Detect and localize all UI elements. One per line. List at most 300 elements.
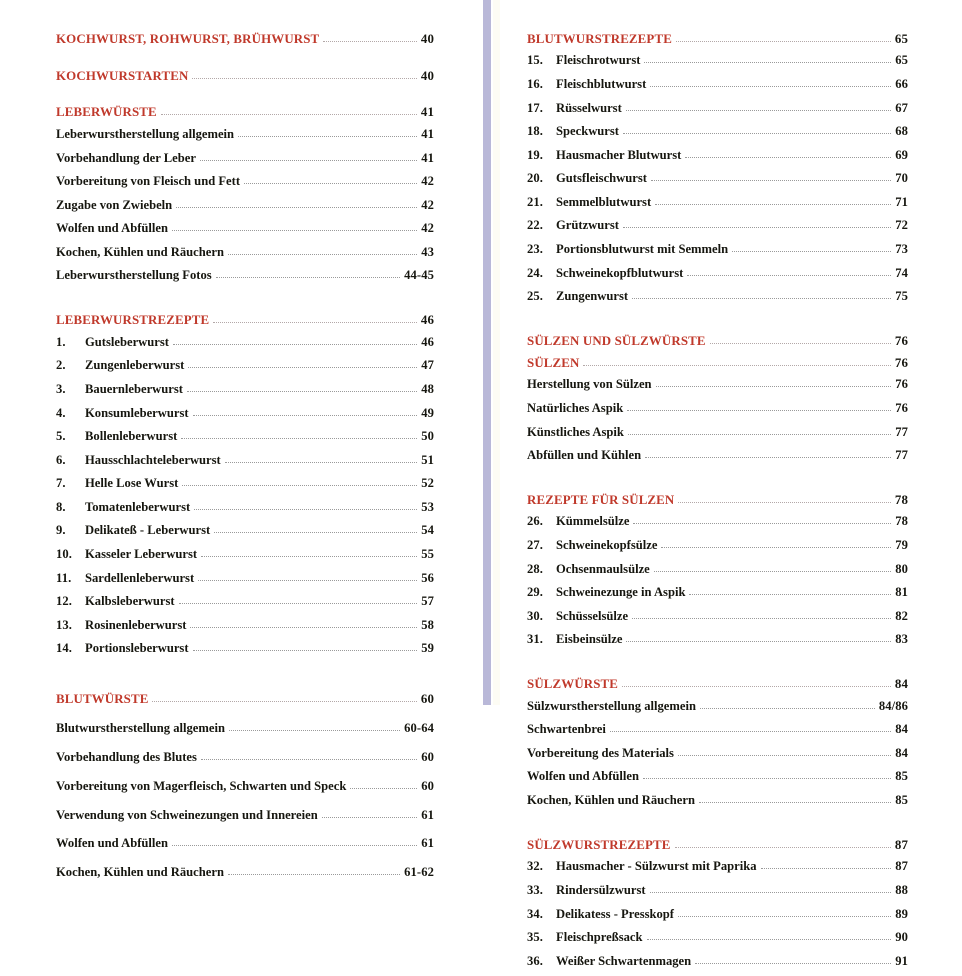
toc-entry-label: Herstellung von Sülzen (527, 377, 652, 392)
dotted-leader (213, 311, 417, 324)
toc-entry-number: 7. (56, 476, 66, 491)
toc-entry-label: Natürliches Aspik (527, 400, 624, 415)
dotted-leader (623, 123, 891, 136)
toc-entry-label: LEBERWÜRSTE (56, 105, 157, 120)
toc-entry-number: 18. (527, 124, 544, 139)
toc-page-number: 65 (895, 53, 908, 68)
toc-page-number: 40 (420, 31, 434, 46)
toc-entry-label: Delikateß - Leberwurst (85, 523, 211, 538)
toc-entry-label: Kalbsleberwurst (85, 594, 175, 609)
toc-page-number: 42 (421, 221, 434, 236)
toc-entry-label: Hausmacher Blutwurst (556, 147, 682, 162)
page-gutter-crease (493, 0, 500, 705)
dotted-leader (193, 404, 418, 417)
toc-entry-number: 32. (527, 859, 544, 874)
toc-entry-label: Kochen, Kühlen und Räuchern (56, 244, 224, 259)
toc-entry-gutsfleischwurst[interactable] (527, 170, 908, 185)
toc-entry-number: 13. (56, 617, 73, 632)
toc-entry-ruesselwurst[interactable] (527, 99, 908, 114)
toc-page-number: 44-45 (404, 268, 434, 283)
toc-page-number: 42 (421, 197, 434, 212)
toc-page-number: 61-62 (404, 865, 434, 880)
dotted-leader (633, 513, 891, 526)
dotted-leader (610, 721, 891, 734)
dotted-leader (238, 125, 417, 138)
toc-page-number: 40 (420, 68, 434, 83)
toc-entry-bauernleberwurst[interactable] (56, 380, 434, 395)
toc-page-number: 80 (895, 561, 908, 576)
toc-page-number: 88 (895, 882, 908, 897)
toc-entry-number: 36. (527, 953, 544, 968)
toc-entry-vorbereitung-von-magerfleisch-schwarten-und-speck[interactable] (56, 777, 434, 792)
toc-entry-kuemmelsuelze[interactable] (527, 513, 908, 528)
dotted-leader (193, 640, 418, 653)
toc-entry-number: 33. (527, 882, 544, 897)
toc-page-number: 52 (421, 476, 434, 491)
toc-entry-vorbehandlung-des-blutes[interactable] (56, 749, 434, 764)
toc-entry-rindersuelzwurst[interactable] (527, 881, 908, 896)
toc-entry-rosinenleberwurst[interactable] (56, 616, 434, 631)
toc-page-number: 85 (895, 769, 908, 784)
toc-page-number: 70 (895, 171, 908, 186)
dotted-leader (632, 607, 891, 620)
toc-entry-bollenleberwurst[interactable] (56, 428, 434, 443)
toc-entry-vorbereitung-von-fleisch-und-fett[interactable] (56, 173, 434, 188)
toc-entry-konsumleberwurst[interactable] (56, 404, 434, 419)
toc-page-number: 60 (420, 692, 434, 707)
dotted-leader (194, 498, 417, 511)
toc-entry-label: Künstliches Aspik (527, 424, 624, 439)
toc-page-number: 91 (895, 953, 908, 968)
page-gutter-band (483, 0, 491, 705)
toc-entry-number: 29. (527, 585, 544, 600)
toc-entry-label: Wolfen und Abfüllen (527, 769, 639, 784)
toc-page-number: 89 (895, 906, 908, 921)
toc-entry-label: SÜLZWURSTREZEPTE (527, 837, 671, 852)
toc-heading-suelzen-und-suelzwuerste[interactable] (527, 332, 908, 348)
toc-page-number: 69 (895, 147, 908, 162)
toc-page-number: 49 (421, 405, 434, 420)
dotted-leader (622, 675, 891, 688)
toc-entry-label: Rindersülzwurst (556, 882, 646, 897)
dotted-leader (322, 806, 417, 819)
dotted-leader (628, 423, 891, 436)
toc-entry-hausschlachteleberwurst[interactable] (56, 451, 434, 466)
toc-entry-label: SÜLZWÜRSTE (527, 677, 619, 692)
toc-entry-label: Wolfen und Abfüllen (56, 836, 168, 851)
toc-entry-number: 28. (527, 561, 544, 576)
toc-entry-hausmacher-suelzwurst-mit-paprika[interactable] (527, 858, 908, 873)
toc-entry-number: 35. (527, 930, 544, 945)
dotted-leader (675, 836, 891, 849)
toc-entry-number: 2. (56, 358, 66, 373)
dotted-leader (188, 357, 417, 370)
toc-entry-label: Tomatenleberwurst (85, 499, 191, 514)
dotted-leader (182, 475, 417, 488)
toc-entry-label: Abfüllen und Kühlen (527, 448, 642, 463)
toc-page-number: 43 (421, 244, 434, 259)
toc-entry-label: Leberwurstherstellung allgemein (56, 126, 235, 141)
toc-entry-label: Bauernleberwurst (85, 381, 183, 396)
toc-entry-label: Leberwurstherstellung Fotos (56, 268, 212, 283)
dotted-leader (198, 569, 417, 582)
toc-section (527, 675, 908, 806)
toc-page-number: 82 (895, 608, 908, 623)
toc-heading-kochwurst-rohwurst-bruehwurst[interactable] (56, 30, 434, 46)
dotted-leader (626, 99, 891, 112)
dotted-leader (678, 491, 891, 504)
toc-page-number: 78 (895, 514, 908, 529)
dotted-leader (172, 835, 417, 848)
toc-entry-number: 24. (527, 265, 544, 280)
toc-entry-tomatenleberwurst[interactable] (56, 498, 434, 513)
section-spacer (527, 470, 908, 491)
toc-page-number: 46 (421, 334, 434, 349)
toc-page-number: 77 (895, 424, 908, 439)
toc-entry-number: 31. (527, 632, 544, 647)
toc-entry-fleischpresssack[interactable] (527, 929, 908, 944)
dotted-leader (695, 952, 891, 965)
toc-entry-fleischblutwurst[interactable] (527, 75, 908, 90)
toc-entry-number: 9. (56, 523, 66, 538)
toc-entry-label: Ochsenmaulsülze (556, 561, 650, 576)
dotted-leader (173, 333, 417, 346)
toc-entry-herstellung-von-suelzen[interactable] (527, 376, 908, 391)
toc-entry-label: Hausschlachteleberwurst (85, 452, 221, 467)
toc-page-number: 76 (894, 355, 908, 370)
toc-entry-label: Verwendung von Schweinezungen und Innereien (56, 807, 318, 822)
toc-entry-number: 1. (56, 334, 66, 349)
toc-page-number: 78 (894, 492, 908, 507)
dotted-leader (710, 332, 891, 345)
toc-entry-verwendung-von-schweinezungen-und-innereien[interactable] (56, 806, 434, 821)
dotted-leader (190, 616, 417, 629)
toc-entry-label: Kümmelsülze (556, 514, 630, 529)
dotted-leader (643, 768, 891, 781)
toc-entry-fleischrotwurst[interactable] (527, 52, 908, 67)
toc-section (527, 332, 908, 462)
toc-entry-leberwurstherstellung-fotos[interactable] (56, 267, 434, 282)
dotted-leader (200, 149, 417, 162)
toc-heading-leberwurstrezepte[interactable] (56, 311, 434, 327)
toc-entry-label: Kasseler Leberwurst (85, 547, 198, 562)
dotted-leader (244, 173, 417, 186)
toc-page-number: 77 (895, 448, 908, 463)
toc-page-number: 74 (895, 265, 908, 280)
toc-entry-label: Helle Lose Wurst (85, 476, 179, 491)
dotted-leader (229, 720, 400, 733)
dotted-leader (632, 288, 891, 301)
toc-entry-label: Vorbereitung des Materials (527, 745, 674, 760)
dotted-leader (172, 220, 417, 233)
toc-entry-label: REZEPTE FÜR SÜLZEN (527, 492, 675, 507)
toc-entry-schuesselsuelze[interactable] (527, 607, 908, 622)
toc-entry-delikatess-leberwurst[interactable] (56, 522, 434, 537)
toc-section (56, 104, 434, 282)
toc-page-number: 73 (895, 242, 908, 257)
toc-entry-number: 11. (56, 570, 72, 585)
toc-entry-zungenwurst[interactable] (527, 288, 908, 303)
toc-page-number: 46 (420, 313, 434, 328)
toc-entry-label: BLUTWÜRSTE (56, 692, 149, 707)
toc-entry-number: 30. (527, 608, 544, 623)
toc-section (56, 311, 434, 655)
dotted-leader (685, 146, 891, 159)
toc-entry-label: Eisbeinsülze (556, 632, 623, 647)
toc-entry-natuerliches-aspik[interactable] (527, 399, 908, 414)
toc-entry-number: 4. (56, 405, 66, 420)
toc-page-number: 54 (421, 523, 434, 538)
toc-page-number: 67 (895, 100, 908, 115)
dotted-leader (176, 196, 417, 209)
dotted-leader (687, 264, 891, 277)
toc-page-number: 41 (421, 150, 434, 165)
toc-entry-zugabe-von-zwiebeln[interactable] (56, 196, 434, 211)
toc-heading-kochwurstarten[interactable] (56, 67, 434, 83)
toc-entry-label: Zugabe von Zwiebeln (56, 197, 173, 212)
toc-entry-wolfen-und-abfuellen[interactable] (56, 835, 434, 850)
toc-page-number: 41 (421, 126, 434, 141)
toc-heading-rezepte-fuer-suelzen[interactable] (527, 491, 908, 507)
toc-entry-number: 27. (527, 538, 544, 553)
toc-entry-label: Gutsleberwurst (85, 334, 169, 349)
dotted-leader (161, 104, 417, 117)
dotted-leader (181, 428, 417, 441)
toc-page-number: 41 (420, 105, 434, 120)
toc-page-number: 84 (895, 722, 908, 737)
toc-entry-schweinekopfsuelze[interactable] (527, 536, 908, 551)
section-spacer (56, 89, 434, 104)
toc-entry-number: 12. (56, 594, 73, 609)
toc-page-number: 84 (895, 745, 908, 760)
toc-entry-number: 10. (56, 547, 73, 562)
toc-page-number: 81 (895, 585, 908, 600)
toc-entry-kochen-kuehlen-und-raeuchern[interactable] (56, 243, 434, 258)
toc-entry-label: Semmelblutwurst (556, 194, 652, 209)
toc-entry-label: BLUTWURSTREZEPTE (527, 31, 672, 46)
toc-section (527, 30, 908, 303)
toc-entry-kalbsleberwurst[interactable] (56, 593, 434, 608)
toc-page-number: 71 (895, 194, 908, 209)
dotted-leader (187, 380, 417, 393)
toc-entry-label: SÜLZEN (527, 355, 580, 370)
toc-page-number: 79 (895, 538, 908, 553)
toc-entry-label: Rüsselwurst (556, 100, 622, 115)
toc-entry-number: 5. (56, 429, 66, 444)
toc-page-number: 50 (421, 429, 434, 444)
toc-entry-label: Zungenwurst (556, 289, 629, 304)
toc-entry-label: Fleischpreßsack (556, 930, 643, 945)
toc-entry-vorbereitung-des-materials[interactable] (527, 744, 908, 759)
toc-page-number: 76 (894, 334, 908, 349)
dotted-leader (201, 545, 417, 558)
toc-entry-label: Gutsfleischwurst (556, 171, 647, 186)
toc-entry-label: Sülzwurstherstellung allgemein (527, 698, 696, 713)
dotted-leader (627, 399, 891, 412)
toc-page-number: 90 (895, 930, 908, 945)
toc-heading-suelzwuerste[interactable] (527, 675, 908, 691)
toc-entry-label: Speckwurst (556, 124, 619, 139)
toc-entry-number: 34. (527, 906, 544, 921)
toc-entry-schweinekopfblutwurst[interactable] (527, 264, 908, 279)
toc-entry-number: 8. (56, 499, 66, 514)
toc-entry-blutwurstherstellung-allgemein[interactable] (56, 720, 434, 735)
toc-heading-leberwuerste[interactable] (56, 104, 434, 120)
toc-page-number: 59 (421, 641, 434, 656)
dotted-leader (661, 536, 891, 549)
dotted-leader (201, 749, 417, 762)
toc-entry-label: Schweinezunge in Aspik (556, 585, 686, 600)
toc-entry-hausmacher-blutwurst[interactable] (527, 146, 908, 161)
toc-column-left (56, 30, 434, 892)
toc-entry-schwartenbrei[interactable] (527, 721, 908, 736)
dotted-leader (650, 75, 891, 88)
toc-entry-number: 16. (527, 76, 544, 91)
dotted-leader (761, 858, 892, 871)
toc-entry-number: 26. (527, 514, 544, 529)
section-spacer (56, 52, 434, 67)
dotted-leader (192, 67, 416, 80)
toc-entry-label: Zungenleberwurst (85, 358, 185, 373)
toc-entry-kuenstliches-aspik[interactable] (527, 423, 908, 438)
toc-entry-wolfen-und-abfuellen[interactable] (527, 768, 908, 783)
toc-page-number: 75 (895, 289, 908, 304)
toc-entry-label: Fleischrotwurst (556, 53, 641, 68)
section-spacer (56, 290, 434, 311)
toc-entry-number: 15. (527, 53, 544, 68)
toc-entry-label: SÜLZEN UND SÜLZWÜRSTE (527, 334, 706, 349)
toc-entry-speckwurst[interactable] (527, 123, 908, 138)
dotted-leader (700, 697, 875, 710)
toc-entry-number: 22. (527, 218, 544, 233)
dotted-leader (179, 593, 418, 606)
toc-page-number: 60-64 (404, 721, 434, 736)
toc-entry-delikatess-presskopf[interactable] (527, 905, 908, 920)
toc-section (56, 30, 434, 46)
toc-page-number: 56 (421, 570, 434, 585)
toc-page-number: 76 (895, 400, 908, 415)
toc-heading-blutwuerste[interactable] (56, 690, 434, 706)
toc-entry-label: Hausmacher - Sülzwurst mit Paprika (556, 859, 757, 874)
toc-entry-kochen-kuehlen-und-raeuchern[interactable] (56, 864, 434, 879)
toc-entry-abfuellen-und-kuehlen[interactable] (527, 446, 908, 461)
toc-page-number: 60 (421, 750, 434, 765)
toc-entry-label: Rosinenleberwurst (85, 617, 187, 632)
toc-entry-number: 20. (527, 171, 544, 186)
toc-section (527, 491, 908, 646)
toc-entry-label: Vorbehandlung des Blutes (56, 750, 197, 765)
toc-entry-number: 14. (56, 641, 73, 656)
dotted-leader (152, 690, 416, 703)
toc-page-number: 42 (421, 174, 434, 189)
toc-entry-label: Konsumleberwurst (85, 405, 189, 420)
toc-entry-weisser-schwartenmagen[interactable] (527, 952, 908, 967)
toc-heading-blutwurstrezepte[interactable] (527, 30, 908, 46)
toc-entry-kasseler-leberwurst[interactable] (56, 545, 434, 560)
toc-page-number: 48 (421, 381, 434, 396)
toc-entry-number: 25. (527, 289, 544, 304)
toc-entry-schweinezunge-in-aspik[interactable] (527, 584, 908, 599)
toc-entry-eisbeinsuelze[interactable] (527, 631, 908, 646)
toc-entry-portionsblutwurst-mit-semmeln[interactable] (527, 240, 908, 255)
dotted-leader (676, 30, 891, 43)
toc-entry-number: 21. (527, 194, 544, 209)
toc-entry-wolfen-und-abfuellen[interactable] (56, 220, 434, 235)
dotted-leader (583, 354, 890, 367)
toc-entry-portionsleberwurst[interactable] (56, 640, 434, 655)
toc-page-number: 58 (421, 617, 434, 632)
toc-entry-label: Vorbereitung von Fleisch und Fett (56, 174, 241, 189)
toc-entry-kochen-kuehlen-und-raeuchern[interactable] (527, 791, 908, 806)
dotted-leader (655, 193, 891, 206)
dotted-leader (228, 243, 417, 256)
toc-entry-label: Kochen, Kühlen und Räuchern (56, 865, 224, 880)
toc-entry-leberwurstherstellung-allgemein[interactable] (56, 125, 434, 140)
dotted-leader (651, 170, 891, 183)
section-spacer (527, 815, 908, 836)
toc-entry-gruetzwurst[interactable] (527, 217, 908, 232)
dotted-leader (225, 451, 417, 464)
toc-entry-label: Fleischblutwurst (556, 76, 647, 91)
toc-page-number: 57 (421, 594, 434, 609)
toc-entry-helle-lose-wurst[interactable] (56, 475, 434, 490)
dotted-leader (699, 791, 891, 804)
toc-entry-ochsenmaulsuelze[interactable] (527, 560, 908, 575)
toc-heading-suelzwurstrezepte[interactable] (527, 836, 908, 852)
toc-entry-label: Schüsselsülze (556, 608, 629, 623)
toc-entry-label: KOCHWURST, ROHWURST, BRÜHWURST (56, 31, 320, 46)
toc-entry-label: Blutwurstherstellung allgemein (56, 721, 225, 736)
toc-entry-label: Vorbereitung von Magerfleisch, Schwarten und Speck (56, 778, 347, 793)
toc-entry-number: 3. (56, 381, 66, 396)
toc-page-number: 65 (894, 31, 908, 46)
toc-entry-zungenleberwurst[interactable] (56, 357, 434, 372)
toc-entry-semmelblutwurst[interactable] (527, 193, 908, 208)
toc-entry-label: Portionsblutwurst mit Semmeln (556, 242, 729, 257)
toc-entry-label: Schwartenbrei (527, 722, 606, 737)
toc-entry-label: Weißer Schwartenmagen (556, 953, 692, 968)
toc-page-number: 85 (895, 793, 908, 808)
toc-entry-vorbehandlung-der-leber[interactable] (56, 149, 434, 164)
toc-heading-suelzen[interactable] (527, 354, 908, 370)
toc-section (56, 67, 434, 83)
toc-entry-number: 6. (56, 452, 66, 467)
dotted-leader (323, 30, 417, 43)
dotted-leader (214, 522, 417, 535)
toc-entry-gutsleberwurst[interactable] (56, 333, 434, 348)
toc-entry-label: KOCHWURSTARTEN (56, 68, 189, 83)
toc-entry-number: 19. (527, 147, 544, 162)
toc-page-number: 87 (894, 837, 908, 852)
toc-page-number: 83 (895, 632, 908, 647)
dotted-leader (732, 240, 891, 253)
dotted-leader (645, 446, 891, 459)
dotted-leader (647, 929, 892, 942)
toc-page-number: 55 (421, 547, 434, 562)
toc-page-number: 66 (895, 76, 908, 91)
toc-page-number: 47 (421, 358, 434, 373)
toc-entry-sardellenleberwurst[interactable] (56, 569, 434, 584)
toc-page-number: 60 (421, 778, 434, 793)
dotted-leader (678, 905, 891, 918)
toc-page-number: 76 (895, 377, 908, 392)
toc-entry-label: Wolfen und Abfüllen (56, 221, 168, 236)
section-spacer (527, 654, 908, 675)
toc-page-number: 61 (421, 807, 434, 822)
dotted-leader (678, 744, 891, 757)
toc-entry-label: Delikatess - Presskopf (556, 906, 675, 921)
dotted-leader (350, 777, 417, 790)
